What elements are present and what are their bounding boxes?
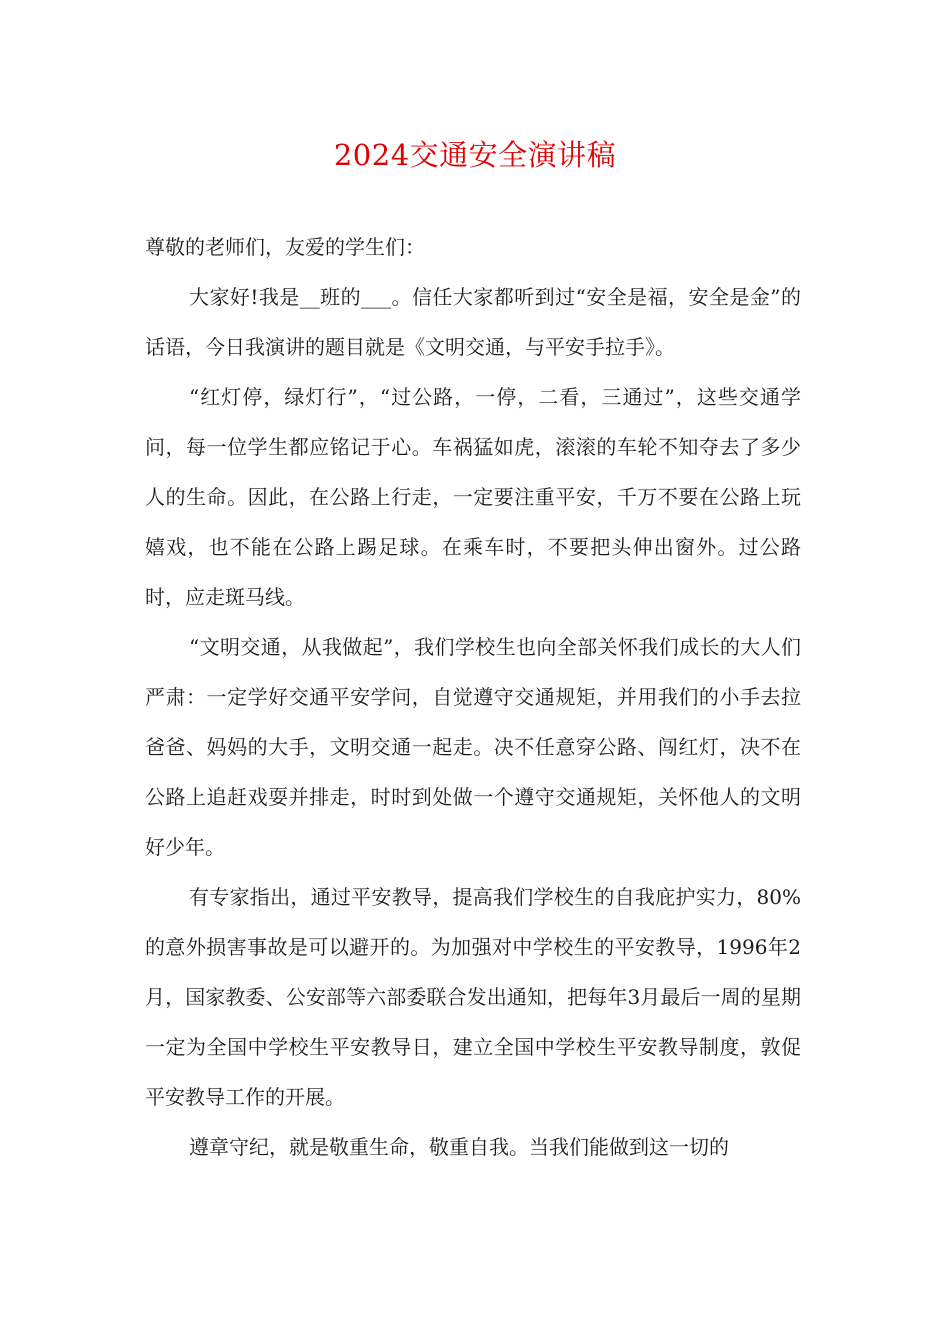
paragraph-4: 有专家指出，通过平安教导，提高我们学校生的自我庇护实力，80%的意外损害事故是可以避开的。为加强对中学校生的平安教导，1996年2月，国家教委、公安部等六部委联合发出通知，把每年3月最后一周的星期一定为全国中学校生平安教导日，建立全国中学校生平安教导制度，敦促平安教导工作的开展。 (145, 885, 801, 1109)
document-title: 2024交通安全演讲稿 (333, 138, 617, 172)
paragraph-2: “红灯停，绿灯行”，“过公路，一停，二看，三通过”，这些交通学问，每一位学生都应铭记于心。车祸猛如虎，滚滚的车轮不知夺去了多少人的生命。因此，在公路上行走，一定要注重平安，千万不要在公路上玩嬉戏，也不能在公路上踢足球。在乘车时，不要把头伸出窗外。过公路时，应走斑马线。 (145, 385, 801, 609)
paragraph-5: 遵章守纪，就是敬重生命，敬重自我。当我们能做到这一切的 (189, 1135, 729, 1159)
paragraph-3: “文明交通，从我做起”，我们学校生也向全部关怀我们成长的大人们严肃：一定学好交通平安学问，自觉遵守交通规矩，并用我们的小手去拉爸爸、妈妈的大手，文明交通一起走。决不任意穿公路、闯红灯，决不在公路上追赶戏耍并排走，时时到处做一个遵守交通规矩，关怀他人的文明好少年。 (145, 635, 801, 859)
paragraph-1: 大家好!我是__班的___。信任大家都听到过“安全是福，安全是金”的话语，今日我演讲的题目就是《文明交通，与平安手拉手》。 (145, 285, 801, 359)
document-body (145, 222, 801, 1172)
salutation: 尊敬的老师们，友爱的学生们： (145, 235, 425, 259)
